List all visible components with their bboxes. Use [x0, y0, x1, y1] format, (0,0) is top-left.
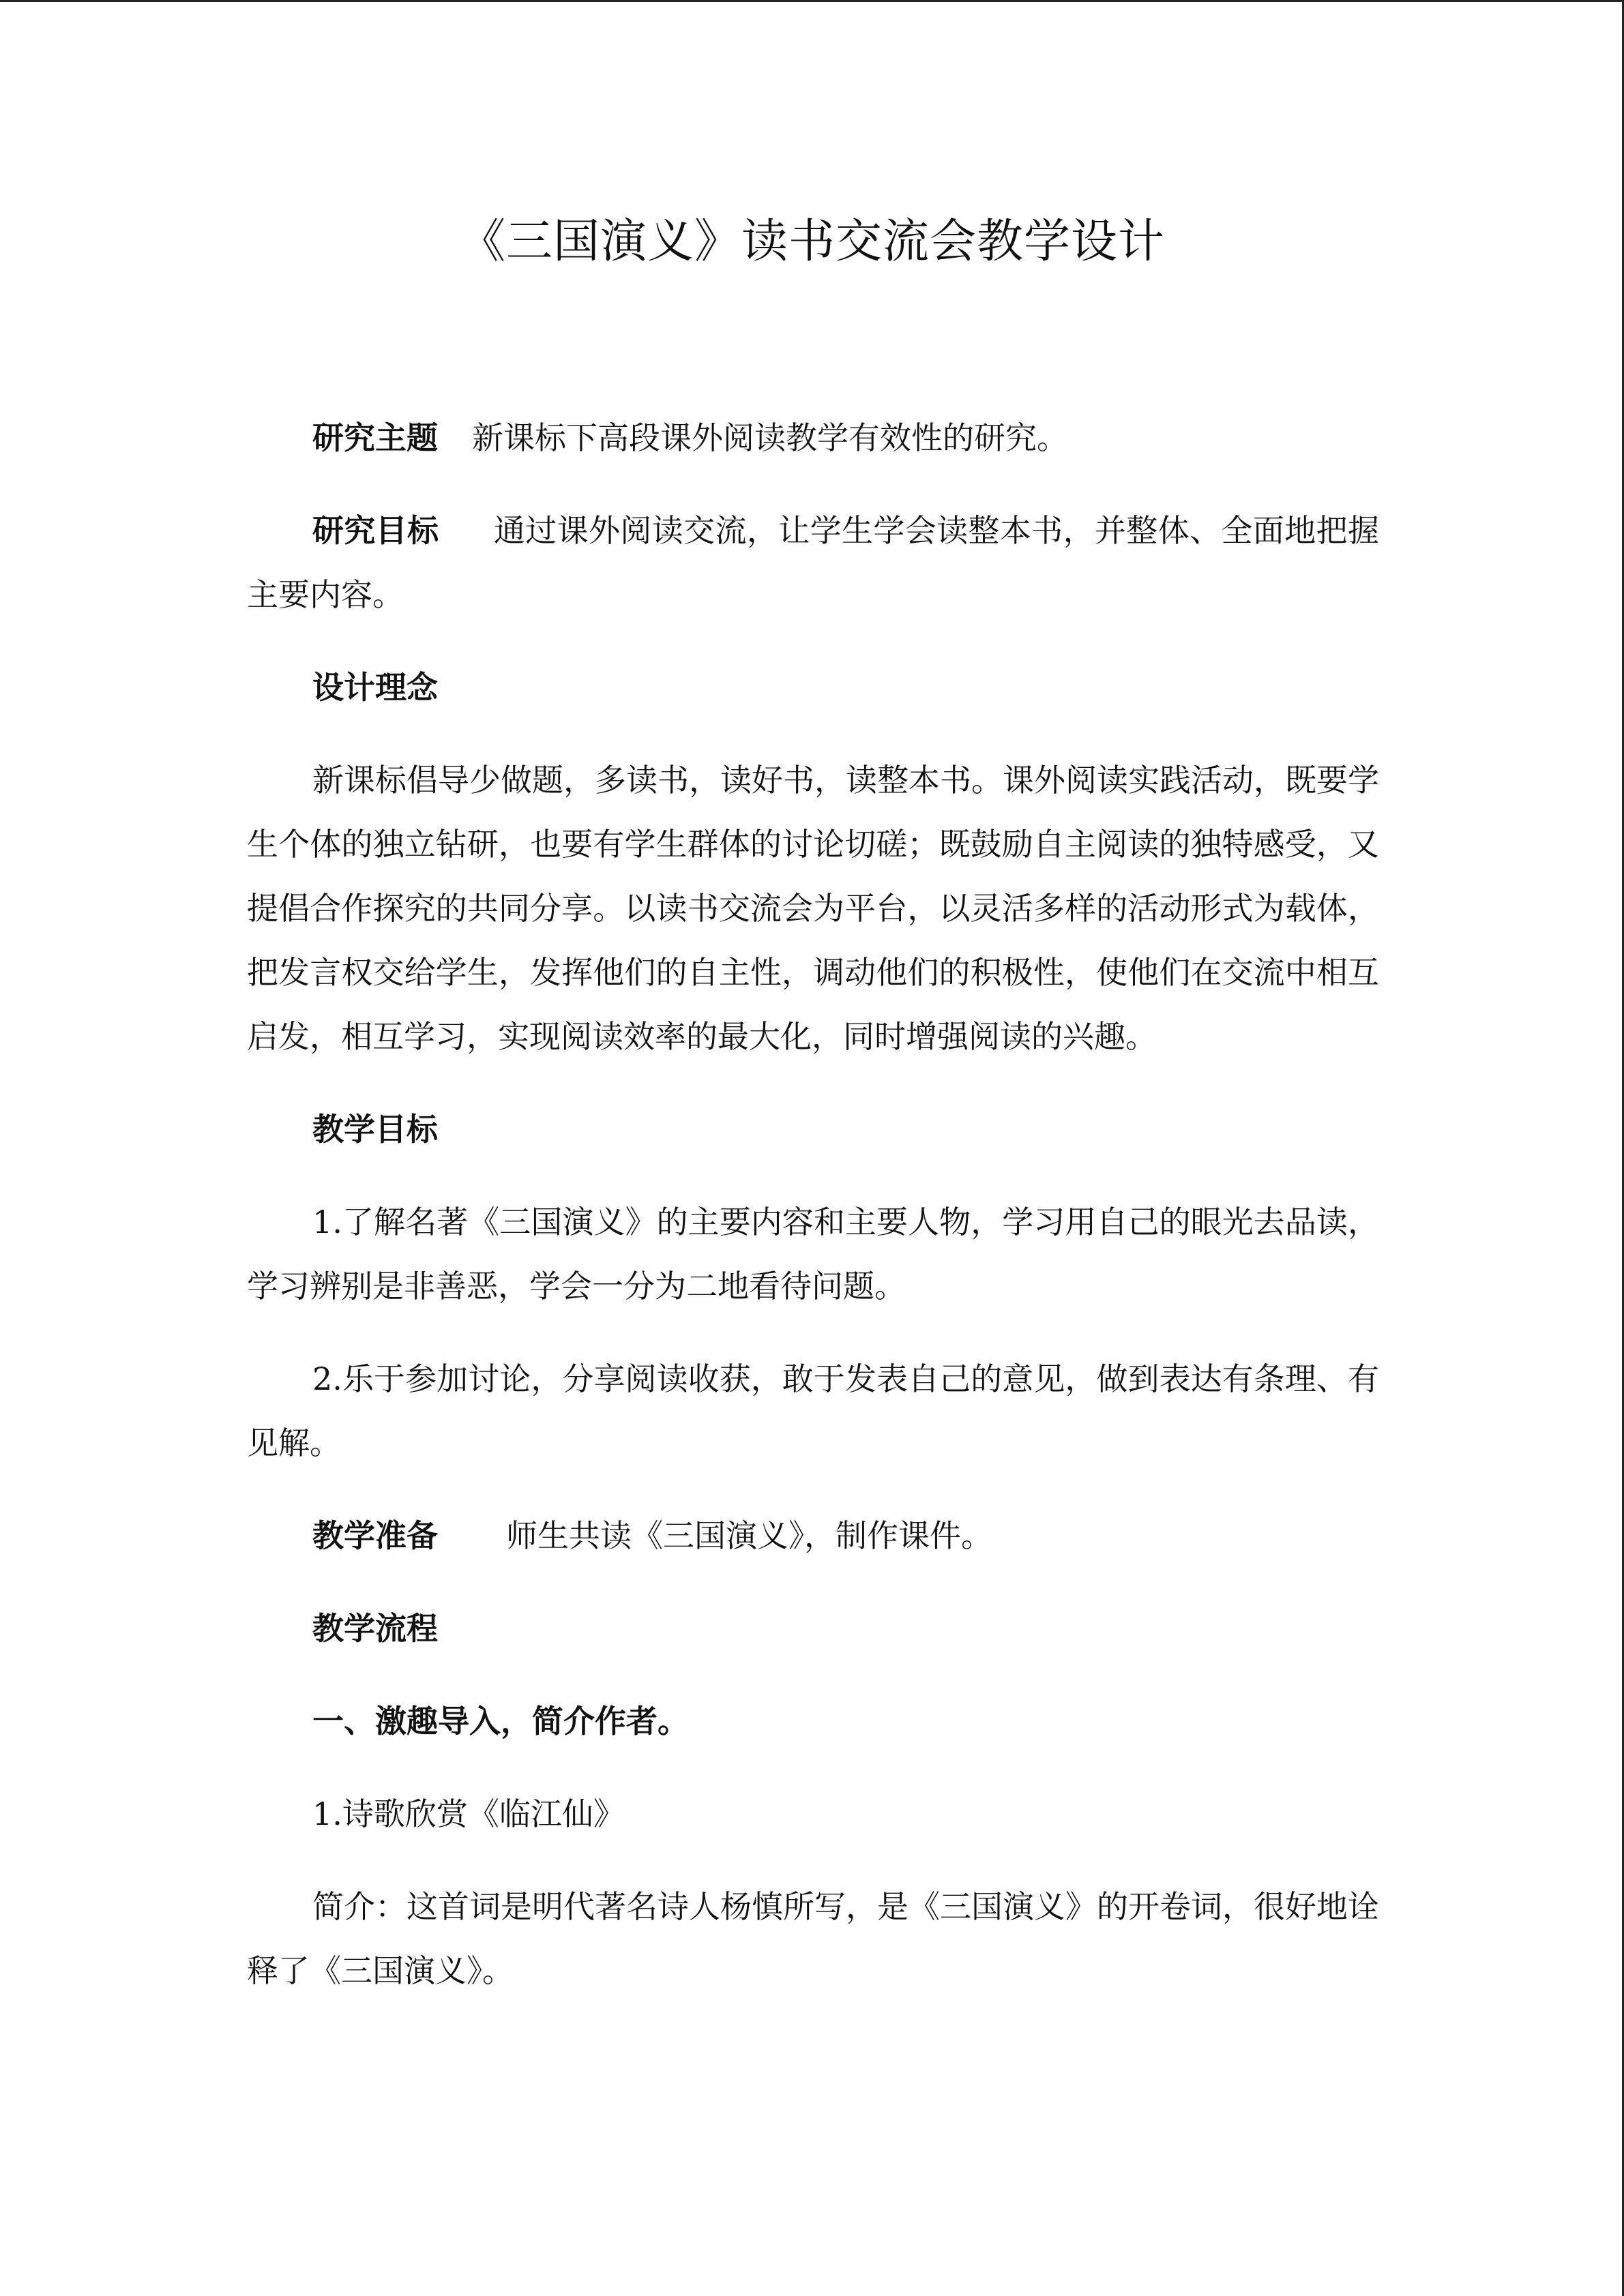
teaching-prep-text: 师生共读《三国演义》，制作课件。 — [506, 1517, 992, 1554]
intro-text: 简介：这首词是明代著名诗人杨慎所写，是《三国演义》的开卷词，很好地诠释了《三国演义》。 — [247, 1888, 1379, 1989]
document-body — [247, 406, 1379, 2031]
design-concept-heading: 设计理念 — [312, 669, 438, 706]
teaching-prep-label: 教学准备 — [312, 1517, 438, 1554]
research-topic-label: 研究主题 — [312, 419, 438, 456]
step-1-text: 1.诗歌欣赏《临江仙》 — [312, 1795, 625, 1832]
teaching-goal-item-2: 2.乐于参加讨论，分享阅读收获，敢于发表自己的意见，做到表达有条理、有见解。 — [247, 1360, 1379, 1461]
document-title: 《三国演义》读书交流会教学设计 — [458, 215, 1165, 269]
research-goal-label: 研究目标 — [312, 512, 439, 549]
research-topic-paragraph — [247, 406, 1379, 470]
design-concept-text: 新课标倡导少做题，多读书，读好书，读整本书。课外阅读实践活动，既要学生个体的独立钻研，也要有学生群体的讨论切磋；既鼓励自主阅读的独特感受，又提倡合作探究的共同分享。以读书交流会为平台，以灵活多样的活动形式为载体，把发言权交给学生，发挥他们的自主性，调动他们的积极性，使他们在交流中相互启发，相互学习，实现阅读效率的最大化，同时增强阅读的兴趣。 — [247, 762, 1379, 1055]
teaching-process-heading: 教学流程 — [312, 1610, 438, 1647]
teaching-prep-paragraph — [247, 1504, 1379, 1568]
teaching-goal-item-1: 1.了解名著《三国演义》的主要内容和主要人物，学习用自己的眼光去品读，学习辨别是非善恶，学会一分为二地看待问题。 — [247, 1204, 1379, 1304]
section-1-heading: 一、激趣导入，简介作者。 — [312, 1703, 689, 1740]
research-goal-text: 通过课外阅读交流，让学生学会读整本书，并整体、全面地把握主要内容。 — [247, 512, 1379, 613]
research-goal-paragraph — [247, 498, 1379, 627]
research-topic-text: 新课标下高段课外阅读教学有效性的研究。 — [472, 419, 1068, 456]
teaching-goals-heading: 教学目标 — [312, 1111, 438, 1148]
